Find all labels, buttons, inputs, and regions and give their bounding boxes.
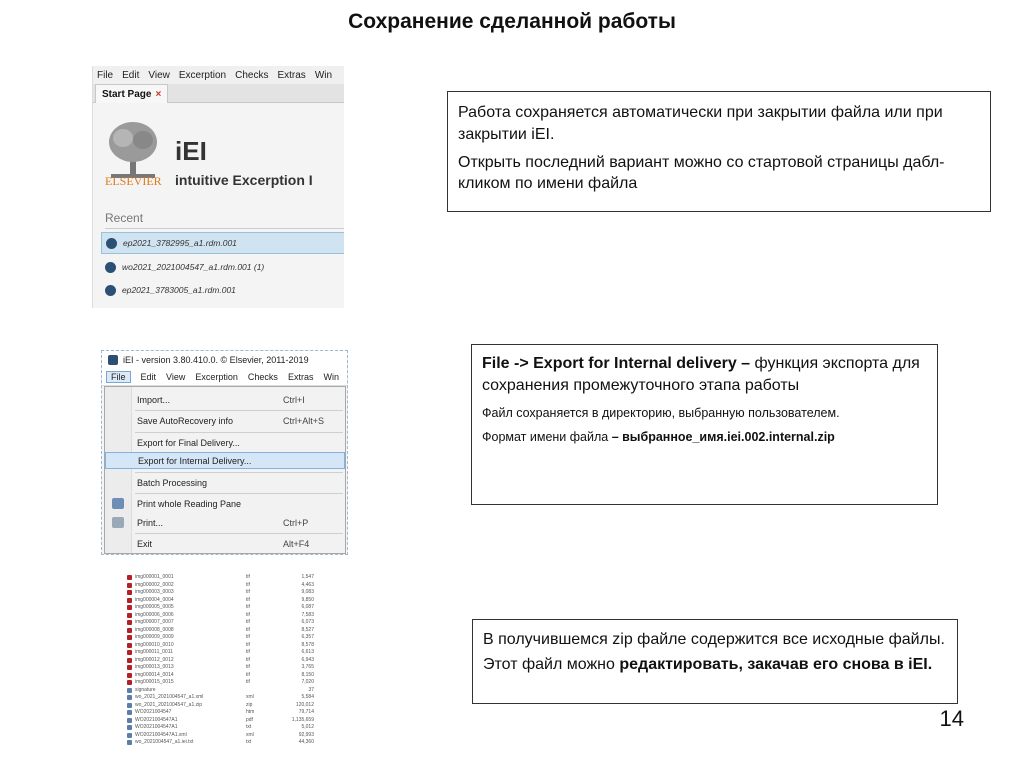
- file-icon: [127, 733, 132, 738]
- menu-excerption[interactable]: Excerption: [195, 372, 238, 382]
- file-size: 1,135,659: [291, 716, 314, 723]
- menu-view[interactable]: View: [166, 372, 186, 382]
- app-name: iEI: [175, 136, 207, 166]
- file-name: img000001_0001: [135, 574, 174, 580]
- app-subtitle: intuitive Excerption I: [175, 172, 313, 188]
- recent-file-item[interactable]: [101, 280, 344, 300]
- menu-item-label: Batch Processing: [137, 477, 208, 488]
- menu-file[interactable]: File: [97, 69, 114, 81]
- menu-item-label: Print...: [137, 517, 164, 528]
- file-name: img000008_0008: [135, 626, 174, 633]
- file-type: tif: [246, 634, 250, 640]
- file-row[interactable]: [124, 627, 320, 634]
- close-icon[interactable]: ×: [155, 88, 162, 100]
- file-type: xml: [246, 694, 254, 700]
- file-row[interactable]: [124, 612, 320, 619]
- menu-item-shortcut: Ctrl+I: [283, 394, 305, 405]
- file-type: tif: [246, 679, 250, 685]
- file-size: 6,613: [301, 649, 314, 655]
- export-format-note: [482, 428, 927, 446]
- file-row[interactable]: [124, 717, 320, 724]
- file-size: 9,083: [301, 589, 314, 595]
- file-name: img000006_0006: [135, 611, 174, 618]
- auto-save-text: Работа сохраняется автоматически при закрытии файла или при закрытии iEI.: [458, 104, 943, 143]
- export-heading-rest: функция экспорта для сохранения промежуточного этапа работы: [482, 355, 920, 395]
- document-icon: [105, 262, 116, 273]
- file-row[interactable]: [124, 672, 320, 679]
- file-name: img000009_0009: [135, 634, 174, 640]
- file-row[interactable]: [124, 634, 320, 641]
- file-name: img000012_0012: [135, 656, 174, 663]
- menu-item-save-autorecovery[interactable]: [105, 412, 345, 429]
- menu-item-exit[interactable]: [105, 535, 345, 552]
- file-icon: [127, 740, 132, 745]
- file-type: tif: [246, 611, 250, 618]
- file-size: 44,360: [298, 739, 314, 745]
- file-name: img000004_0004: [135, 596, 174, 603]
- file-name: wo_2021004547_a1.iei.txt: [135, 739, 194, 745]
- export-heading-bold: File -> Export for Internal delivery –: [482, 355, 751, 372]
- file-size: 92,993: [298, 731, 314, 738]
- file-type: tif: [246, 656, 250, 663]
- menu-edit[interactable]: Edit: [122, 69, 140, 81]
- menu-item-label: Export for Final Delivery...: [137, 437, 240, 448]
- menu-checks[interactable]: Checks: [247, 372, 278, 382]
- menu-bar: [102, 369, 347, 386]
- start-page-screenshot: [92, 66, 344, 308]
- file-type: zip: [246, 701, 253, 708]
- menu-separator: [135, 432, 343, 433]
- file-name: img000014_0014: [135, 671, 174, 678]
- file-row[interactable]: [124, 732, 320, 739]
- reopen-text: Открыть последний вариант можно со стартовой страницы дабл-кликом по имени файла: [458, 153, 945, 193]
- tab-label: Start Page: [102, 88, 152, 100]
- file-type: tif: [246, 664, 250, 670]
- elsevier-wordmark: ELSEVIER: [105, 174, 162, 188]
- auto-save-note: [447, 91, 991, 212]
- file-size: 6,357: [301, 634, 314, 640]
- file-row[interactable]: [124, 694, 320, 701]
- file-size: 6,087: [301, 604, 314, 610]
- file-size: 8,578: [301, 641, 314, 648]
- file-size: 1,547: [301, 574, 314, 580]
- file-size: 9,850: [301, 596, 314, 603]
- file-icon: [127, 673, 132, 678]
- file-row[interactable]: [124, 657, 320, 664]
- zip-contents-screenshot: [124, 570, 320, 748]
- tab-start-page[interactable]: [95, 84, 168, 103]
- file-size: 79,714: [298, 709, 314, 715]
- file-name: WO2021004547A1: [135, 724, 178, 730]
- file-name: wo_2021_2021004547_a1.xml: [135, 694, 204, 700]
- file-size: 6,073: [301, 619, 314, 625]
- file-name: signature: [135, 686, 156, 693]
- export-internal-note: [471, 344, 938, 505]
- file-type: txt: [246, 724, 252, 730]
- file-icon: [127, 710, 132, 715]
- file-type: htm: [246, 709, 255, 715]
- menu-separator: [135, 533, 343, 534]
- file-icon: [127, 613, 132, 618]
- menu-item-label: Import...: [137, 394, 171, 405]
- menu-item-batch-processing[interactable]: [105, 474, 345, 491]
- menu-extras[interactable]: Extras: [287, 372, 314, 382]
- menu-separator: [135, 493, 343, 494]
- file-row[interactable]: [124, 679, 320, 686]
- zip-contents-text: [483, 628, 947, 678]
- file-size: 6,943: [301, 656, 314, 663]
- file-name: WO2021004547: [135, 709, 172, 715]
- file-icon: [127, 650, 132, 655]
- recent-file-name: ep2021_3782995_a1.rdm.001: [123, 238, 237, 248]
- file-type: tif: [246, 641, 250, 648]
- menu-excerption[interactable]: Excerption: [178, 69, 227, 81]
- file-row[interactable]: [124, 574, 320, 581]
- menu-item-label: Export for Internal Delivery...: [138, 455, 252, 466]
- menu-separator: [135, 472, 343, 473]
- recent-file-item[interactable]: [101, 257, 344, 277]
- file-icon: [127, 583, 132, 588]
- menu-item-label: Save AutoRecovery info: [137, 415, 234, 426]
- file-type: tif: [246, 626, 250, 633]
- file-name: img000010_0010: [135, 641, 174, 648]
- tab-strip: [93, 84, 344, 103]
- file-icon: [127, 680, 132, 685]
- zip-contents-bold: редактировать, закачав его снова в iEI.: [619, 655, 933, 673]
- file-icon: [127, 725, 132, 730]
- divider: [105, 228, 344, 229]
- file-row[interactable]: [124, 739, 320, 746]
- file-type: tif: [246, 649, 250, 655]
- file-row[interactable]: [124, 589, 320, 596]
- file-icon: [127, 635, 132, 640]
- file-size: 5,012: [301, 724, 314, 730]
- menu-window[interactable]: Win: [314, 69, 333, 81]
- file-row[interactable]: [124, 724, 320, 731]
- file-row[interactable]: [124, 582, 320, 589]
- file-menu-screenshot: [101, 350, 348, 555]
- menu-view[interactable]: View: [148, 69, 170, 81]
- file-name: img000003_0003: [135, 589, 174, 595]
- file-icon: [127, 605, 132, 610]
- menu-item-export-final[interactable]: [105, 434, 345, 451]
- page-number: 14: [939, 706, 964, 731]
- file-name: WO2021004547A1.xml: [135, 731, 187, 738]
- file-row[interactable]: [124, 619, 320, 626]
- file-row[interactable]: [124, 649, 320, 656]
- file-type: tif: [246, 589, 250, 595]
- file-type: tif: [246, 596, 250, 603]
- file-type: tif: [246, 574, 250, 580]
- export-heading: [482, 353, 927, 398]
- file-type: tif: [246, 671, 250, 678]
- menu-window[interactable]: Win: [323, 372, 339, 382]
- file-type: txt: [246, 739, 252, 745]
- file-name: img000011_0011: [135, 649, 173, 655]
- recent-heading: Recent: [105, 211, 144, 225]
- document-icon: [105, 285, 116, 296]
- zip-contents-normal: В получившемся zip файле содержится все исходные файлы. Этот файл можно: [483, 631, 945, 673]
- file-size: 120,012: [295, 701, 314, 708]
- file-row[interactable]: [124, 604, 320, 611]
- recent-file-item[interactable]: [101, 232, 344, 254]
- menu-item-print-reading-pane[interactable]: [105, 495, 345, 512]
- menu-item-shortcut: Ctrl+Alt+S: [283, 415, 325, 426]
- app-icon: [108, 355, 118, 365]
- window-titlebar: [102, 351, 347, 369]
- file-name: wo_2021_2021004547_a1.zip: [135, 701, 203, 708]
- slide-title: Сохранение сделанной работы: [348, 10, 676, 33]
- file-size: 8,527: [301, 626, 314, 633]
- file-size: 7,583: [301, 611, 314, 618]
- menu-item-import[interactable]: [105, 391, 345, 408]
- menu-item-label: Print whole Reading Pane: [137, 498, 242, 509]
- file-size: 5,584: [301, 694, 314, 700]
- file-type: tif: [246, 604, 250, 610]
- file-row[interactable]: [124, 687, 320, 694]
- document-icon: [106, 238, 117, 249]
- file-icon: [127, 718, 132, 723]
- recent-file-name: wo2021_2021004547_a1.rdm.001 (1): [122, 262, 265, 272]
- menu-checks[interactable]: Checks: [235, 69, 269, 81]
- menu-item-shortcut: Alt+F4: [283, 538, 310, 549]
- file-row[interactable]: [124, 709, 320, 716]
- file-type: xml: [246, 731, 254, 738]
- file-name: img000007_0007: [135, 619, 174, 625]
- menu-item-export-internal[interactable]: [105, 452, 345, 469]
- file-icon: [127, 620, 132, 625]
- file-icon: [127, 703, 132, 708]
- file-icon: [127, 575, 132, 580]
- file-icon: [127, 628, 132, 633]
- file-row[interactable]: [124, 597, 320, 604]
- file-type: tif: [246, 619, 250, 625]
- file-icon: [127, 665, 132, 670]
- file-icon: [127, 658, 132, 663]
- menu-item-label: Exit: [137, 538, 153, 549]
- menu-file[interactable]: File: [106, 371, 131, 383]
- menu-extras[interactable]: Extras: [277, 69, 306, 81]
- file-row[interactable]: [124, 702, 320, 709]
- file-size: 37: [308, 686, 314, 693]
- file-row[interactable]: [124, 664, 320, 671]
- file-size: 3,765: [301, 664, 314, 670]
- recent-file-name: ep2021_3783005_a1.rdm.001: [122, 285, 236, 295]
- file-name: img000015_0015: [135, 679, 174, 685]
- file-icon: [127, 590, 132, 595]
- file-icon: [127, 695, 132, 700]
- file-icon: [127, 688, 132, 693]
- file-name: img000005_0005: [135, 604, 174, 610]
- export-format-pattern: – выбранное_имя.iei.002.internal.zip: [611, 429, 835, 444]
- file-icon: [127, 598, 132, 603]
- menu-separator: [135, 410, 343, 411]
- file-dropdown-menu: [104, 386, 346, 554]
- file-icon: [127, 643, 132, 648]
- file-size: 7,020: [301, 679, 314, 685]
- export-dir-note: Файл сохраняется в директорию, выбранную пользователем.: [482, 405, 840, 420]
- window-title: iEI - version 3.80.410.0. © Elsevier, 2011-2019: [123, 355, 309, 365]
- file-row[interactable]: [124, 642, 320, 649]
- menu-edit[interactable]: Edit: [140, 372, 157, 382]
- menu-item-print[interactable]: [105, 514, 345, 531]
- file-size: 4,463: [301, 581, 314, 588]
- export-format-prefix: Формат имени файла: [482, 429, 612, 444]
- zip-contents-note: [472, 619, 958, 704]
- file-type: pdf: [246, 716, 253, 723]
- menu-item-shortcut: Ctrl+P: [283, 517, 309, 528]
- menu-bar: [93, 66, 344, 84]
- file-name: WO2021004547A1: [135, 716, 178, 723]
- file-name: img000013_0013: [135, 664, 174, 670]
- file-type: tif: [246, 581, 250, 588]
- file-name: img000002_0002: [135, 581, 174, 588]
- file-size: 8,150: [301, 671, 314, 678]
